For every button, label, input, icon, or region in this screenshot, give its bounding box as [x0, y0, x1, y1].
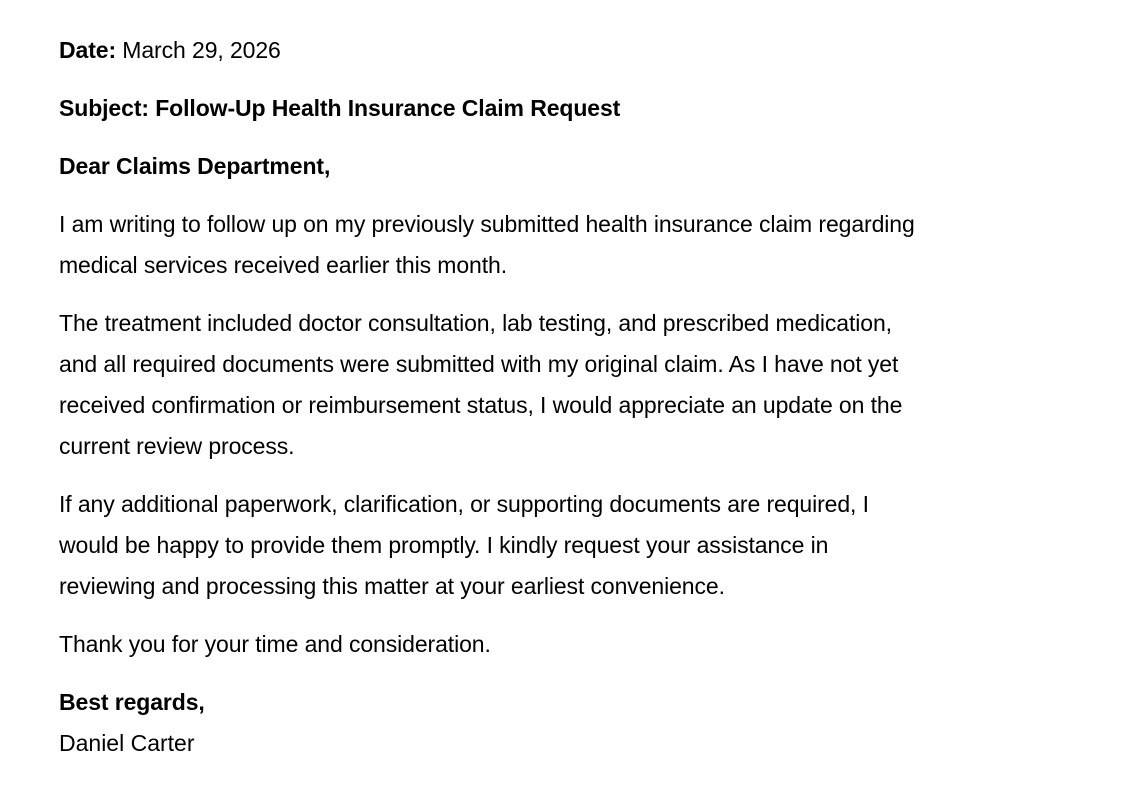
paragraph-line: received confirmation or reimbursement status, I would appreciate an update on the [59, 392, 903, 418]
paragraph-3 [59, 484, 1099, 607]
date-label: Date: [59, 37, 117, 63]
paragraph-line: The treatment included doctor consultation, lab testing, and prescribed medication, [59, 310, 892, 336]
date-value: March 29, 2026 [116, 37, 281, 63]
paragraph-2 [59, 303, 1099, 467]
letter-document [59, 30, 1099, 764]
date-line [59, 30, 1099, 71]
subject-line: Subject: Follow-Up Health Insurance Claim Request [59, 95, 621, 121]
paragraph-1 [59, 204, 1099, 286]
paragraph-line: current review process. [59, 433, 295, 459]
signature-name: Daniel Carter [59, 730, 195, 756]
paragraph-line: and all required documents were submitted with my original claim. As I have not yet [59, 351, 899, 377]
paragraph-line: would be happy to provide them promptly. I kindly request your assistance in [59, 532, 829, 558]
salutation: Dear Claims Department, [59, 153, 331, 179]
paragraph-line: I am writing to follow up on my previously submitted health insurance claim regarding [59, 211, 915, 237]
paragraph-line: Thank you for your time and consideration. [59, 631, 491, 657]
paragraph-line: medical services received earlier this month. [59, 252, 508, 278]
paragraph-line: If any additional paperwork, clarification, or supporting documents are required, I [59, 491, 869, 517]
paragraph-4 [59, 624, 1099, 665]
closing: Best regards, [59, 689, 205, 715]
paragraph-line: reviewing and processing this matter at your earliest convenience. [59, 573, 725, 599]
